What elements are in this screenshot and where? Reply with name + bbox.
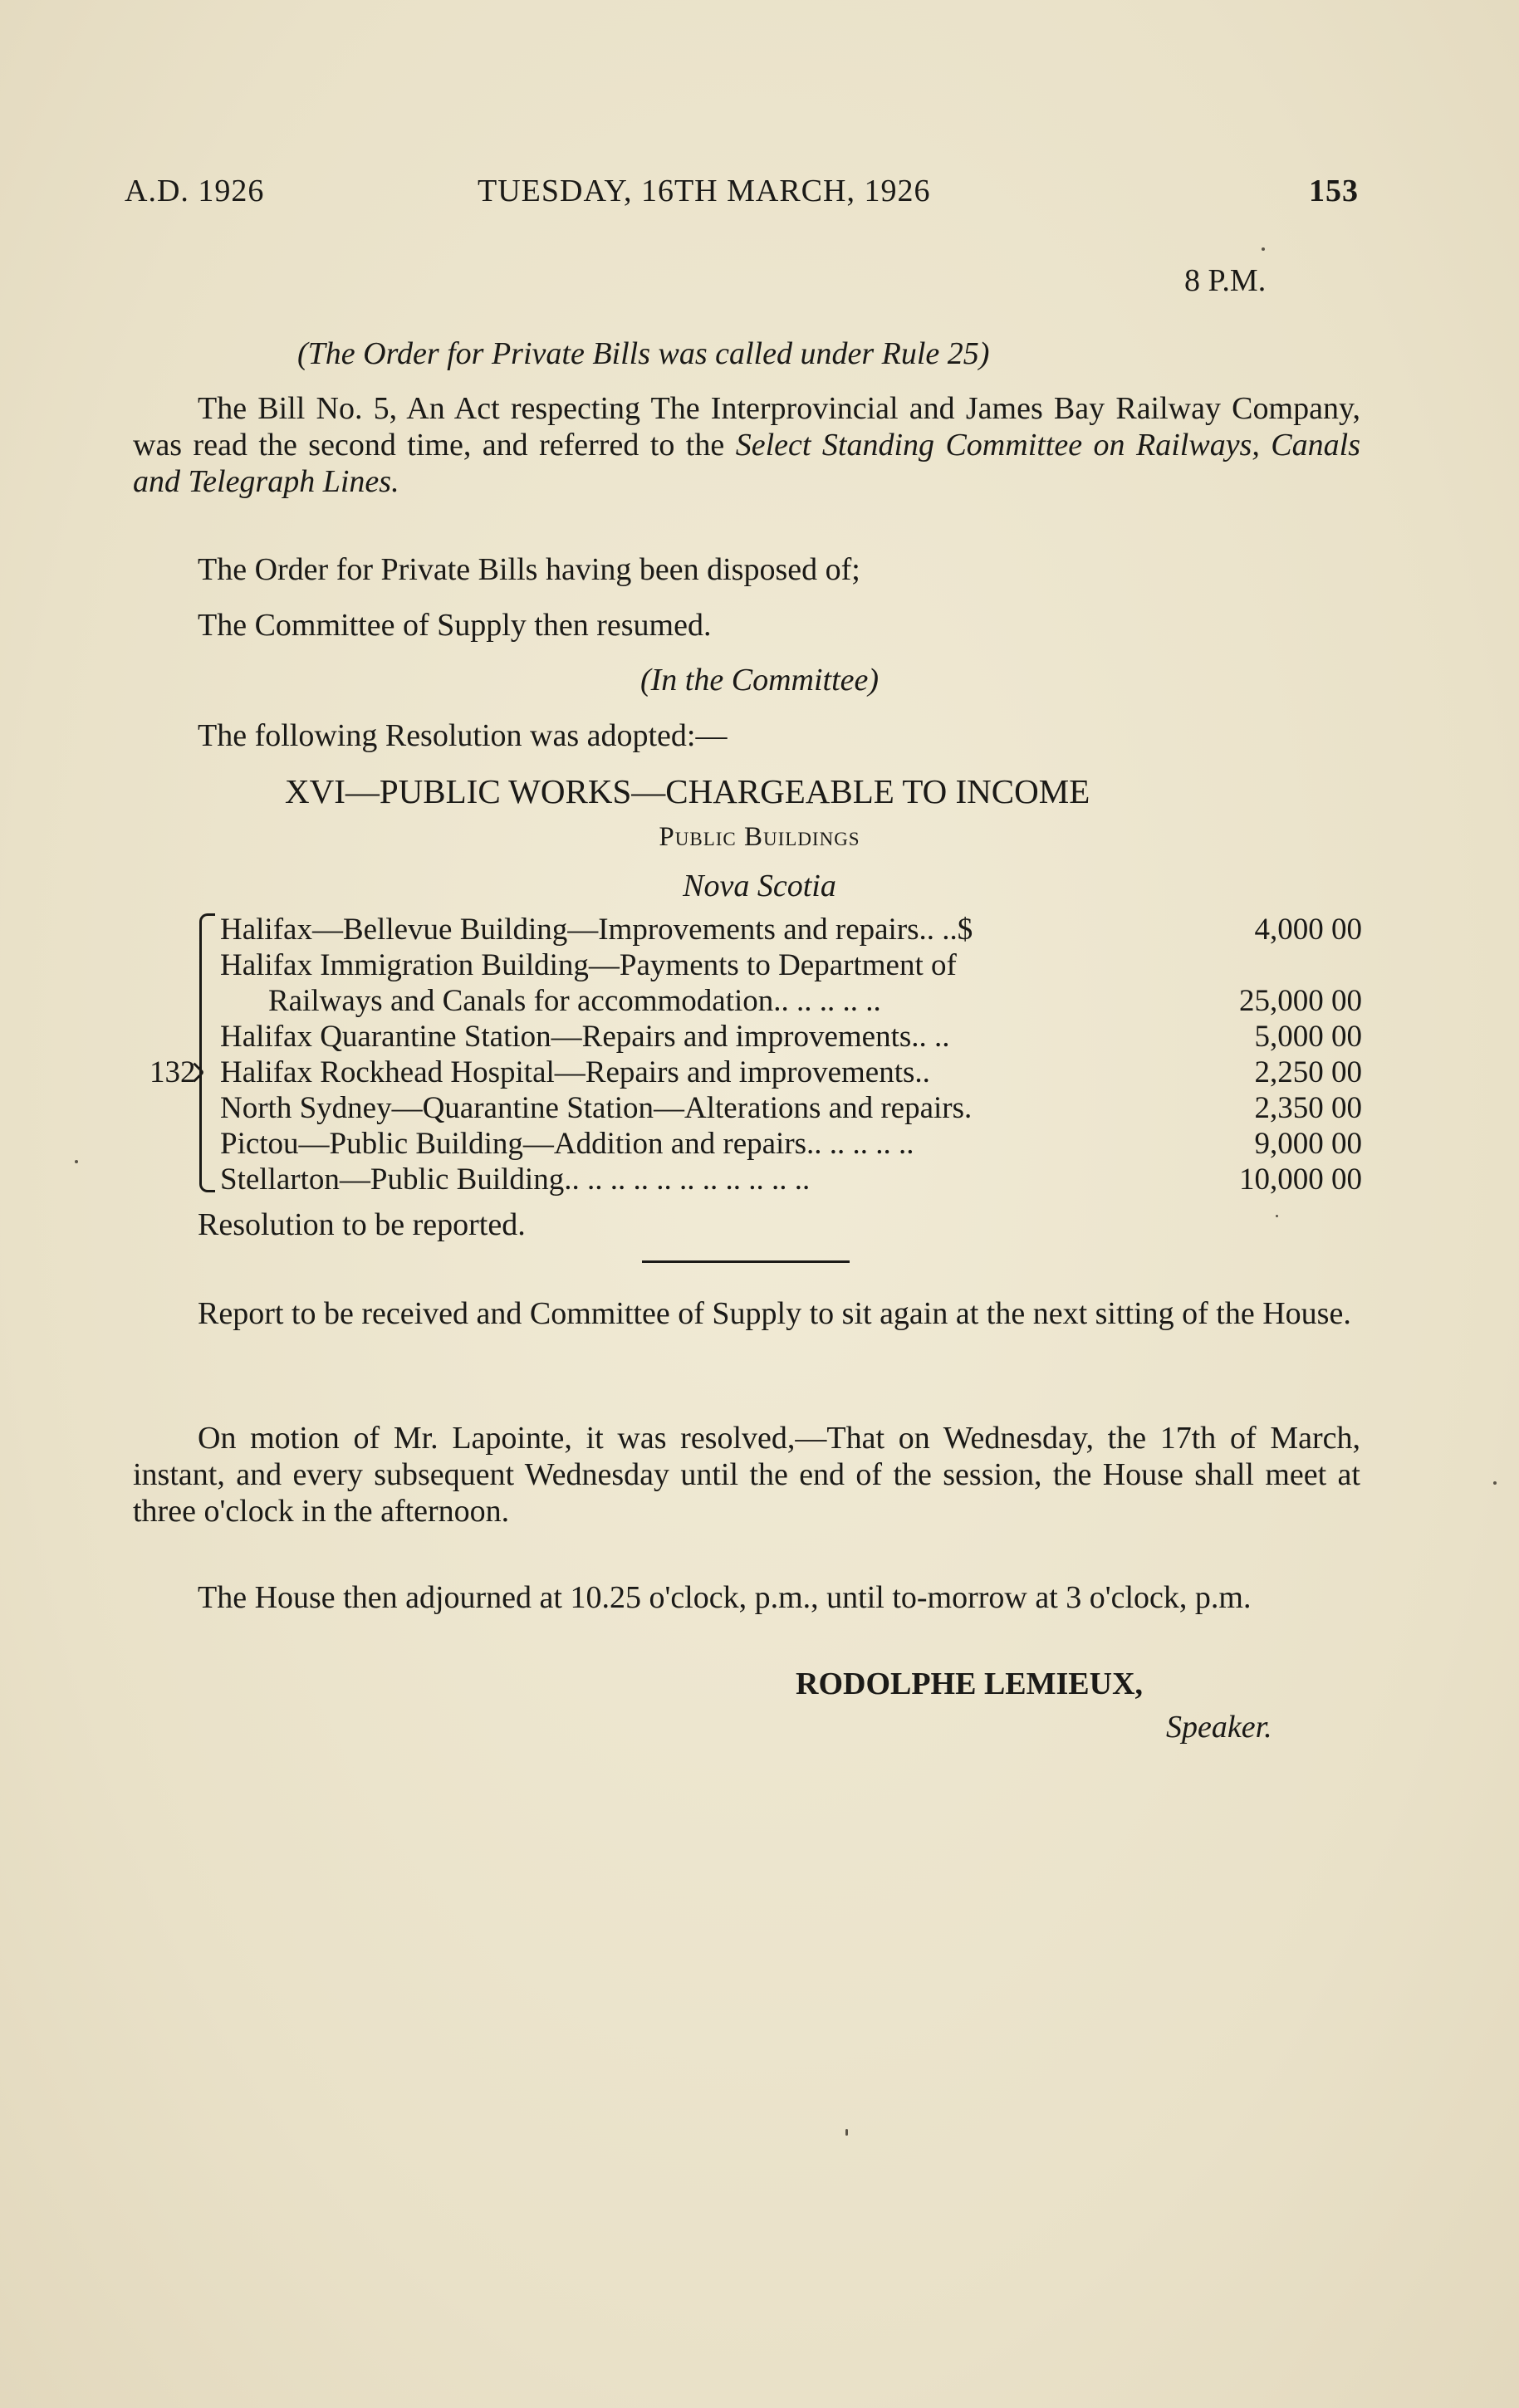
table-row: Railways and Canals for accommodation.. .. .. .. .. 25,000 00 [268, 984, 1362, 1018]
disposed-line: The Order for Private Bills having been disposed of; [198, 552, 860, 587]
scan-speck [1276, 1215, 1278, 1217]
bill-text: The Bill No. 5, An Act respecting The Interprovincial and James Bay Railway Company, was read the second time, and referred to the [133, 391, 1360, 463]
header-date: TUESDAY, 16TH MARCH, 1926 [478, 174, 931, 208]
section-divider [642, 1260, 850, 1263]
order-note: (The Order for Private Bills was called under Rule 25) [297, 336, 990, 371]
motion-paragraph: On motion of Mr. Lapointe, it was resolved,—That on Wednesday, the 17th of March, instant, and every subsequent Wednesday until the end of the session, the House shall meet at three o'clock in the afternoon. [133, 1421, 1360, 1529]
report-paragraph: Report to be received and Committee of Supply to sit again at the next sitting of the House. [198, 1296, 1351, 1331]
committee-name: Select Standing Committee on Railways, Canals and Telegraph Lines. [133, 428, 1361, 499]
supply-line: The Committee of Supply then resumed. [198, 608, 712, 643]
page-number: 153 [1309, 174, 1359, 208]
resolution-intro: The following Resolution was adopted:— [198, 718, 728, 753]
bill-paragraph [133, 390, 1360, 500]
scan-speck [75, 1160, 78, 1163]
session-time: 8 P.M. [1184, 263, 1267, 298]
item-number: 132 [149, 1055, 196, 1089]
header-year: A.D. 1926 [125, 174, 265, 208]
speaker-name: RODOLPHE LEMIEUX, [796, 1667, 1144, 1701]
subsection-title: Public Buildings [659, 822, 860, 852]
brace [199, 913, 215, 1192]
table-row: Stellarton—Public Building.. .. .. .. .. .. .. .. .. .. .. 10,000 00 [220, 1162, 1362, 1197]
resolution-report: Resolution to be reported. [198, 1207, 526, 1242]
scan-speck [1493, 1481, 1497, 1485]
scan-speck [1262, 247, 1265, 251]
adjourn-paragraph: The House then adjourned at 10.25 o'clock, p.m., until to-morrow at 3 o'clock, p.m. [198, 1580, 1252, 1615]
table-row: Halifax Immigration Building—Payments to Department of [220, 948, 957, 982]
province-title: Nova Scotia [683, 869, 836, 903]
table-row: Halifax Rockhead Hospital—Repairs and improvements.. 2,250 00 [220, 1055, 1362, 1089]
table-row: North Sydney—Quarantine Station—Alterations and repairs. 2,350 00 [220, 1091, 1362, 1125]
table-row: Halifax—Bellevue Building—Improvements and repairs.. ..$ 4,000 00 [220, 913, 1362, 947]
section-title: XVI—PUBLIC WORKS—CHARGEABLE TO INCOME [285, 772, 1090, 810]
speaker-title: Speaker. [1166, 1710, 1272, 1745]
in-committee-note: (In the Committee) [639, 663, 880, 697]
table-row: Pictou—Public Building—Addition and repairs.. .. .. .. .. 9,000 00 [220, 1127, 1362, 1161]
scan-speck [845, 2129, 848, 2136]
table-row: Halifax Quarantine Station—Repairs and improvements.. .. 5,000 00 [220, 1020, 1362, 1054]
